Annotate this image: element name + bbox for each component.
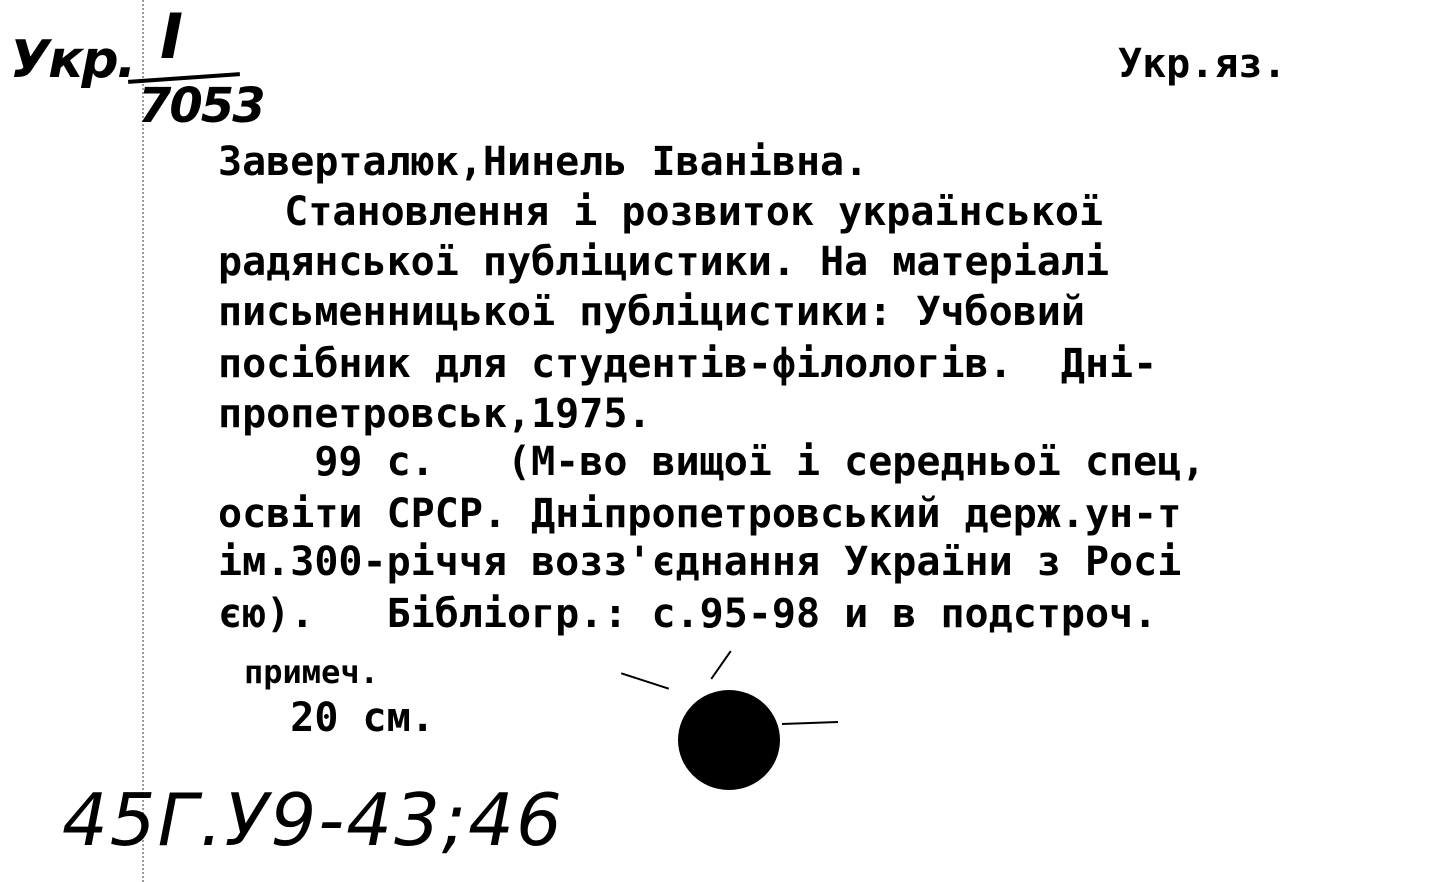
shelf-mark-prefix: Укр. [10,30,135,90]
shelf-mark-numerator: I [160,0,184,73]
collation-line-5: примеч. [244,653,379,691]
title-line-4: посібник для студентів-філологів. Дні- [218,341,1158,387]
title-line-1: Становлення і розвиток української [212,189,1104,235]
pen-stroke [710,651,731,680]
classification-code: 45Г.У9-43;46 [62,778,564,862]
title-line-3: письменницької публіцистики: Учбовий [218,289,1085,335]
collation-line-4: єю). Бібліогр.: с.95-98 и в подстроч. [218,591,1158,637]
size-line: 20 см. [218,695,435,741]
pen-stroke [782,721,838,725]
author-line: Заверталюк,Нинель Іванівна. [218,139,869,185]
title-line-2: радянської публіцистики. На матеріалі [218,239,1110,285]
pen-stroke [621,672,669,689]
collation-line-2: освіти СРСР. Дніпропетровський держ.ун-т [218,491,1182,537]
shelf-mark-denominator: 7053 [138,78,264,134]
language-label: Укр.яз. [1118,41,1287,87]
imprint-line: пропетровськ,1975. [218,391,652,437]
punch-hole [678,690,780,790]
collation-line-1: 99 с. (М-во вищої і середньої спец, [218,439,1206,485]
collation-line-3: ім.300-річчя возз'єднання України з Росі [218,539,1182,585]
